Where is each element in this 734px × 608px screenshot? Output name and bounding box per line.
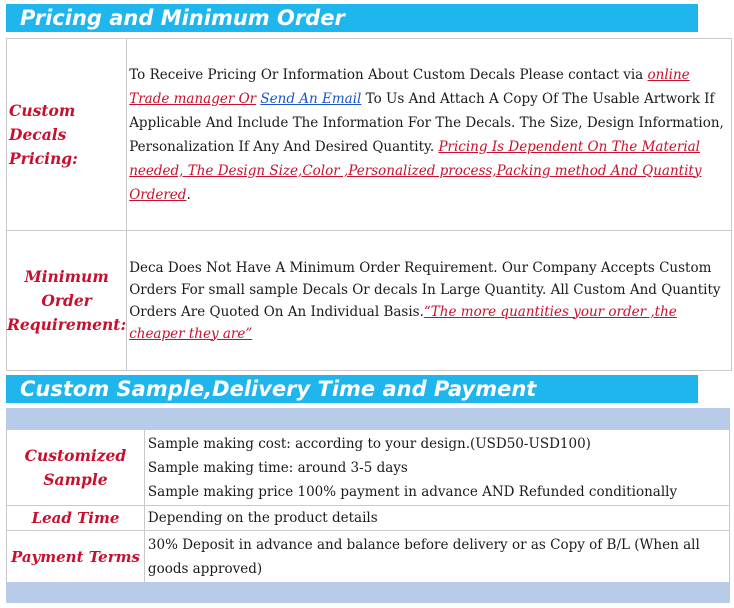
trade-manager-link[interactable]: Trade manager Or [129,90,257,107]
table-row [7,231,732,371]
table-row [7,39,732,231]
pricing-label: Custom Decals Pricing: [7,39,127,231]
section-banner-pricing [6,4,698,32]
table-row [7,430,730,506]
lead-time-text: Depending on the product details [144,506,729,531]
pricing-text: To Receive Pricing Or Information About Custom Decals Please contact via online Trade manager Or Send An Email To Us And Attach A Copy Of The Usable Artwork If Applicable And Include The Information For The Decals. The Size, Design Information, Personalization If Any And Desired Quantity. Pricing Is Dependent On The Material needed, The Design Size,Color ,Personalized process,Packing method And Quantity Ordered. [127,39,732,231]
section-title: Custom Sample,Delivery Time and Payment [20,377,537,401]
payment-terms-label: Payment Terms [7,531,145,583]
table-row [7,531,730,583]
send-email-link[interactable]: Send An Email [260,90,362,107]
table-header-bar [6,408,730,429]
payment-terms-text: 30% Deposit in advance and balance before delivery or as Copy of B/L (When all goods approved) [144,531,729,583]
section-title: Pricing and Minimum Order [20,6,345,30]
quantity-highlight: “The more quantities your order ,the cheaper they are” [129,303,677,342]
pricing-table [6,38,732,371]
table-row [7,506,730,531]
minimum-order-text: Deca Does Not Have A Minimum Order Requirement. Our Company Accepts Custom Orders For small sample Decals Or decals In Large Quantity. All Custom And Quantity Orders Are Quoted On An Individual Basis.“The more quantities your order ,the cheaper they are” [127,231,732,371]
customized-sample-text: Sample making cost: according to your design.(USD50-USD100) Sample making time: around 3-5 days Sample making price 100% payment in advance AND Refunded conditionally [144,430,729,506]
pricing-highlight: Pricing Is Dependent On The Material needed, The Design Size,Color ,Personalized process,Packing method And Quantity Ordered [129,138,702,203]
minimum-order-label: Minimum Order Requirement: [7,231,127,371]
lead-time-label: Lead Time [7,506,145,531]
sample-table [6,429,730,583]
table-footer-bar [6,582,730,603]
section-banner-sample [6,375,698,403]
customized-sample-label: Customized Sample [7,430,145,506]
online-link[interactable]: online [647,66,690,83]
